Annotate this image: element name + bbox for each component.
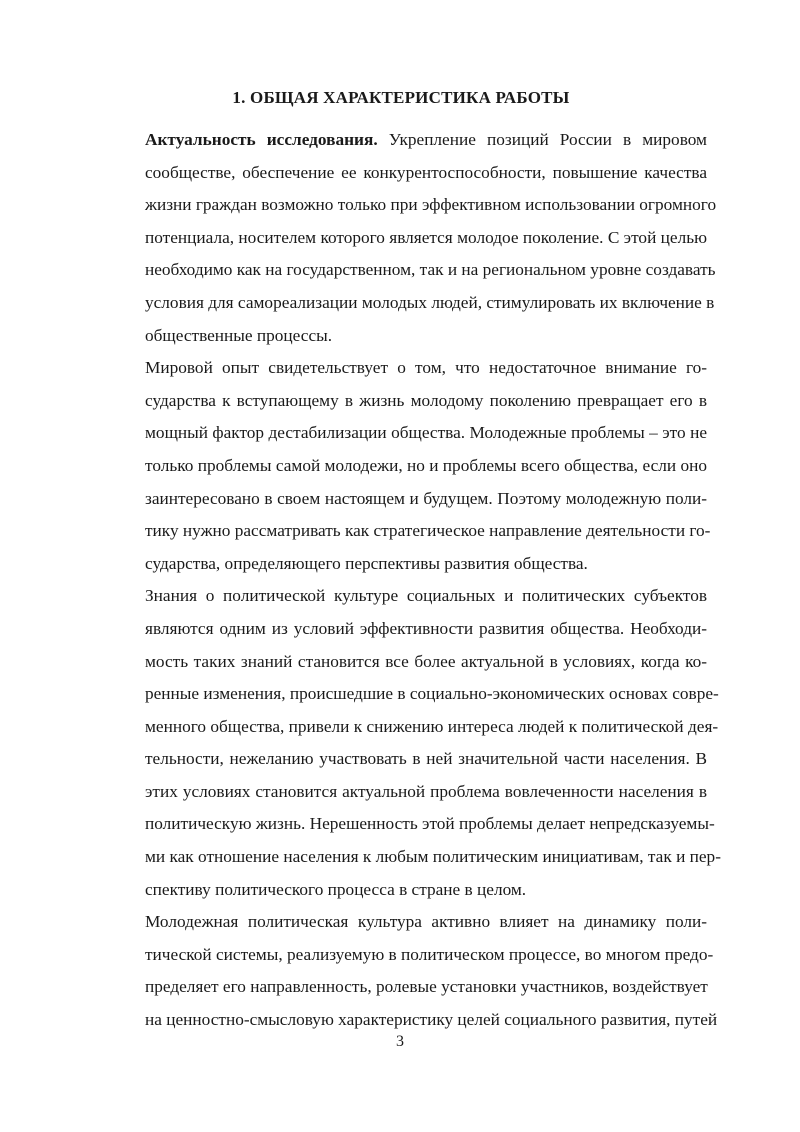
text-line <box>95 157 707 190</box>
line-text: потенциала, носителем которого является молодое поколение. С этой целью <box>145 227 707 247</box>
text-line <box>95 971 707 1004</box>
text-line <box>95 254 716 287</box>
text-line <box>95 1004 718 1037</box>
text-line <box>95 874 707 907</box>
line-text: Мировой опыт свидетельствует о том, что недостаточное внимание го- <box>145 358 707 378</box>
line-text: на ценностно-смысловую характеристику целей социального развития, путей <box>145 1010 718 1030</box>
line-text: Молодежная политическая культура активно влияет на динамику поли- <box>145 912 707 932</box>
text-line <box>95 450 707 483</box>
text-line <box>95 483 707 516</box>
line-text: сударства к вступающему в жизнь молодому поколению превращает его в <box>145 390 707 410</box>
text-line <box>95 189 717 222</box>
paragraph <box>95 352 711 580</box>
text-line <box>95 646 707 679</box>
text-line <box>95 352 707 385</box>
text-line <box>95 515 711 548</box>
text-line <box>95 385 707 418</box>
line-text: мощный фактор дестабилизации общества. Молодежные проблемы – это не <box>145 423 707 443</box>
section-heading: 1. ОБЩАЯ ХАРАКТЕРИСТИКА РАБОТЫ <box>232 88 570 107</box>
text-line <box>95 222 707 255</box>
line-text: тельности, нежеланию участвовать в ней значительной части населения. В <box>145 749 707 769</box>
paragraph <box>95 906 718 1036</box>
text-line <box>95 841 721 874</box>
line-text: заинтересовано в своем настоящем и будущем. Поэтому молодежную поли- <box>145 488 707 508</box>
text-line <box>95 678 719 711</box>
line-text: сударства, определяющего перспективы развития общества. <box>145 553 588 573</box>
text-line <box>95 580 707 613</box>
page-number: 3 <box>396 1033 404 1050</box>
text-line <box>95 287 715 320</box>
line-text: необходимо как на государственном, так и на региональном уровне создавать <box>145 260 716 280</box>
line-text: только проблемы самой молодежи, но и проблемы всего общества, если оно <box>145 455 707 475</box>
text-line <box>95 417 707 450</box>
line-text: жизни граждан возможно только при эффективном использовании огромного <box>145 195 717 215</box>
line-text: ренные изменения, происшедшие в социально-экономических основах совре- <box>145 684 719 704</box>
line-text: тической системы, реализуемую в политическом процессе, во многом предо- <box>145 944 714 964</box>
text-line <box>95 613 707 646</box>
paragraph <box>95 124 717 352</box>
body-text <box>95 124 721 1037</box>
text-line <box>95 939 714 972</box>
line-text: являются одним из условий эффективности развития общества. Необходи- <box>145 618 707 638</box>
line-text: этих условиях становится актуальной проблема вовлеченности населения в <box>145 781 707 801</box>
line-text: тику нужно рассматривать как стратегическое направление деятельности го- <box>145 521 711 541</box>
line-text: спективу политического процесса в стране в целом. <box>145 879 527 899</box>
line-text: политическую жизнь. Нерешенность этой проблемы делает непредсказуемы- <box>145 814 715 834</box>
paragraph <box>95 580 721 906</box>
line-text: Знания о политической культуре социальных и политических субъектов <box>145 586 707 606</box>
line-text: ми как отношение населения к любым политическим инициативам, так и пер- <box>145 847 721 867</box>
text-line <box>95 743 707 776</box>
document-page <box>95 88 721 1037</box>
text-line <box>95 808 715 841</box>
text-line <box>95 711 719 744</box>
text-line <box>95 124 707 157</box>
line-text: мость таких знаний становится все более актуальной в условиях, когда ко- <box>145 651 707 671</box>
line-text: менного общества, привели к снижению интереса людей к политической дея- <box>145 716 719 736</box>
text-line <box>95 548 707 581</box>
text-line <box>95 320 707 353</box>
line-text: сообществе, обеспечение ее конкурентоспособности, повышение качества <box>145 162 707 182</box>
line-text: условия для самореализации молодых людей, стимулировать их включение в <box>145 292 715 312</box>
text-line <box>95 906 707 939</box>
lead-phrase: Актуальность исследования. <box>145 130 378 149</box>
text-line <box>95 776 707 809</box>
line-text: пределяет его направленность, ролевые установки участников, воздействует <box>145 977 708 997</box>
line-text: общественные процессы. <box>145 325 333 345</box>
line-text: Укрепление позиций России в мировом <box>377 130 707 149</box>
